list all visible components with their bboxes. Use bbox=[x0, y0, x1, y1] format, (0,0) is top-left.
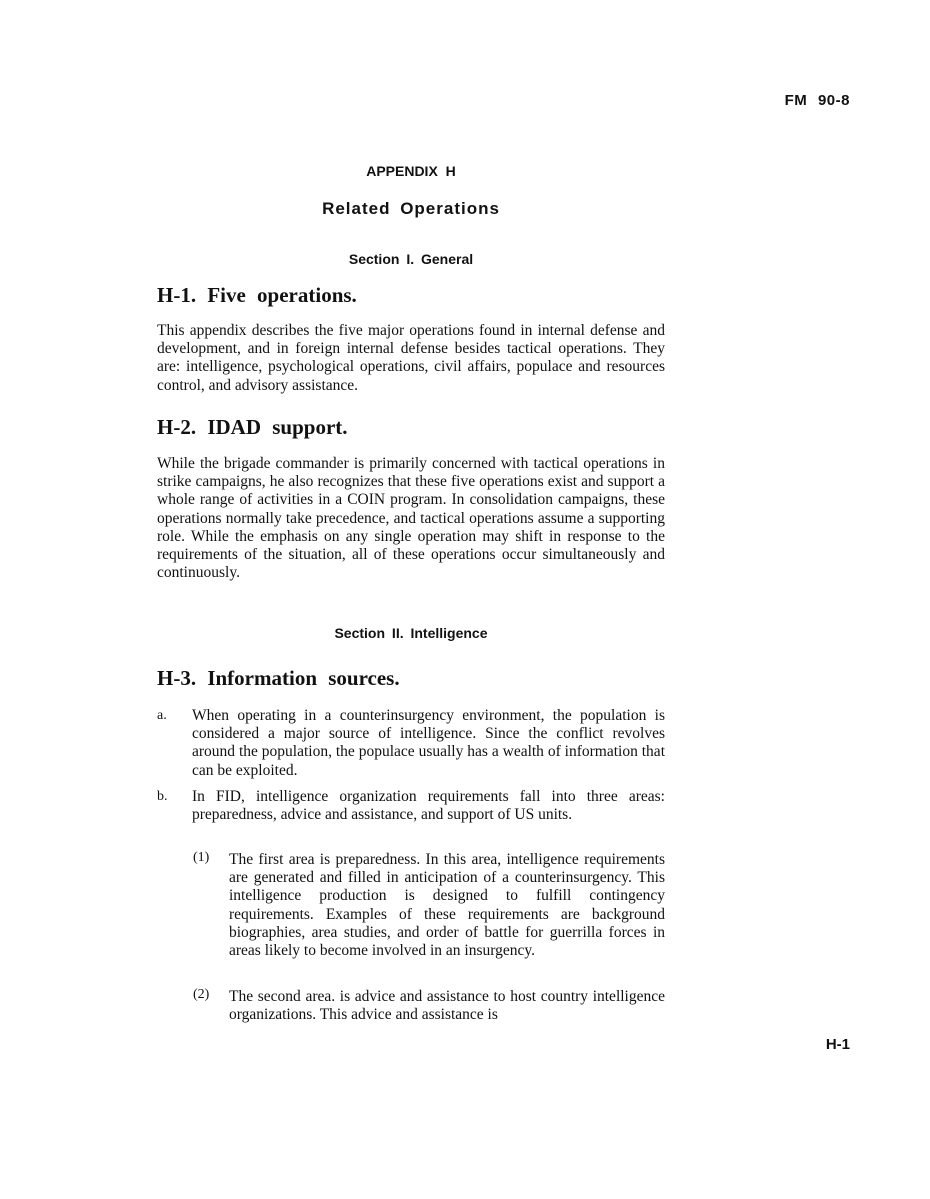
sub-item-marker: (1) bbox=[193, 850, 210, 865]
page-number: H-1 bbox=[825, 1036, 850, 1053]
section-heading-general: Section I. General bbox=[348, 251, 474, 267]
section-heading-intelligence: Section II. Intelligence bbox=[334, 625, 488, 641]
list-item-text: When operating in a counterinsurgency environment, the population is considered a major source of intelligence. Since the conflict revolves around the population, the populace usually has a wealth of information that can be exploited. bbox=[192, 707, 665, 779]
list-item-text: In FID, intelligence organization requirements fall into three areas: preparedness, advice and assistance, and support of US units. bbox=[192, 788, 665, 824]
sub-item-marker: (2) bbox=[193, 987, 210, 1002]
running-head: FM 90-8 bbox=[784, 92, 850, 109]
list-item-b bbox=[157, 788, 665, 824]
list-marker: b. bbox=[157, 789, 168, 804]
sub-item-2 bbox=[193, 988, 665, 1024]
appendix-title: Related Operations bbox=[322, 199, 500, 218]
list-marker: a. bbox=[157, 708, 167, 723]
paragraph-heading-h2: H-2. IDAD support. bbox=[157, 415, 348, 439]
appendix-label: APPENDIX H bbox=[366, 163, 456, 179]
paragraph-text-h2: While the brigade commander is primarily concerned with tactical operations in strike campaigns, he also recognizes that these five operations exist and support a whole range of activities in a COIN program. In consolidation campaigns, these operations normally take precedence, and tactical operations assume a supporting role. While the emphasis on any single operation may shift in response to the requirements of the situation, all of these operations occur simultaneously and continuously. bbox=[157, 455, 665, 582]
paragraph-text-h1: This appendix describes the five major operations found in internal defense and development, and in foreign internal defense besides tactical operations. They are: intelligence, psychological operations, civil affairs, populace and resources control, and advisory assistance. bbox=[157, 322, 665, 394]
sub-item-text: The first area is preparedness. In this area, intelligence requirements are generated and filled in anticipation of a counterinsurgency. This intelligence production is designed to fulfill contingency requirements. Examples of these requirements are background biographies, area studies, and order of battle for guerrilla forces in areas likely to become involved in an insurgency. bbox=[229, 851, 665, 960]
sub-item-text: The second area. is advice and assistance to host country intelligence organizations. This advice and assistance is bbox=[229, 988, 665, 1024]
paragraph-heading-h3: H-3. Information sources. bbox=[157, 666, 400, 690]
sub-item-1 bbox=[193, 851, 665, 960]
list-item-a bbox=[157, 707, 665, 780]
paragraph-heading-h1: H-1. Five operations. bbox=[157, 283, 357, 307]
